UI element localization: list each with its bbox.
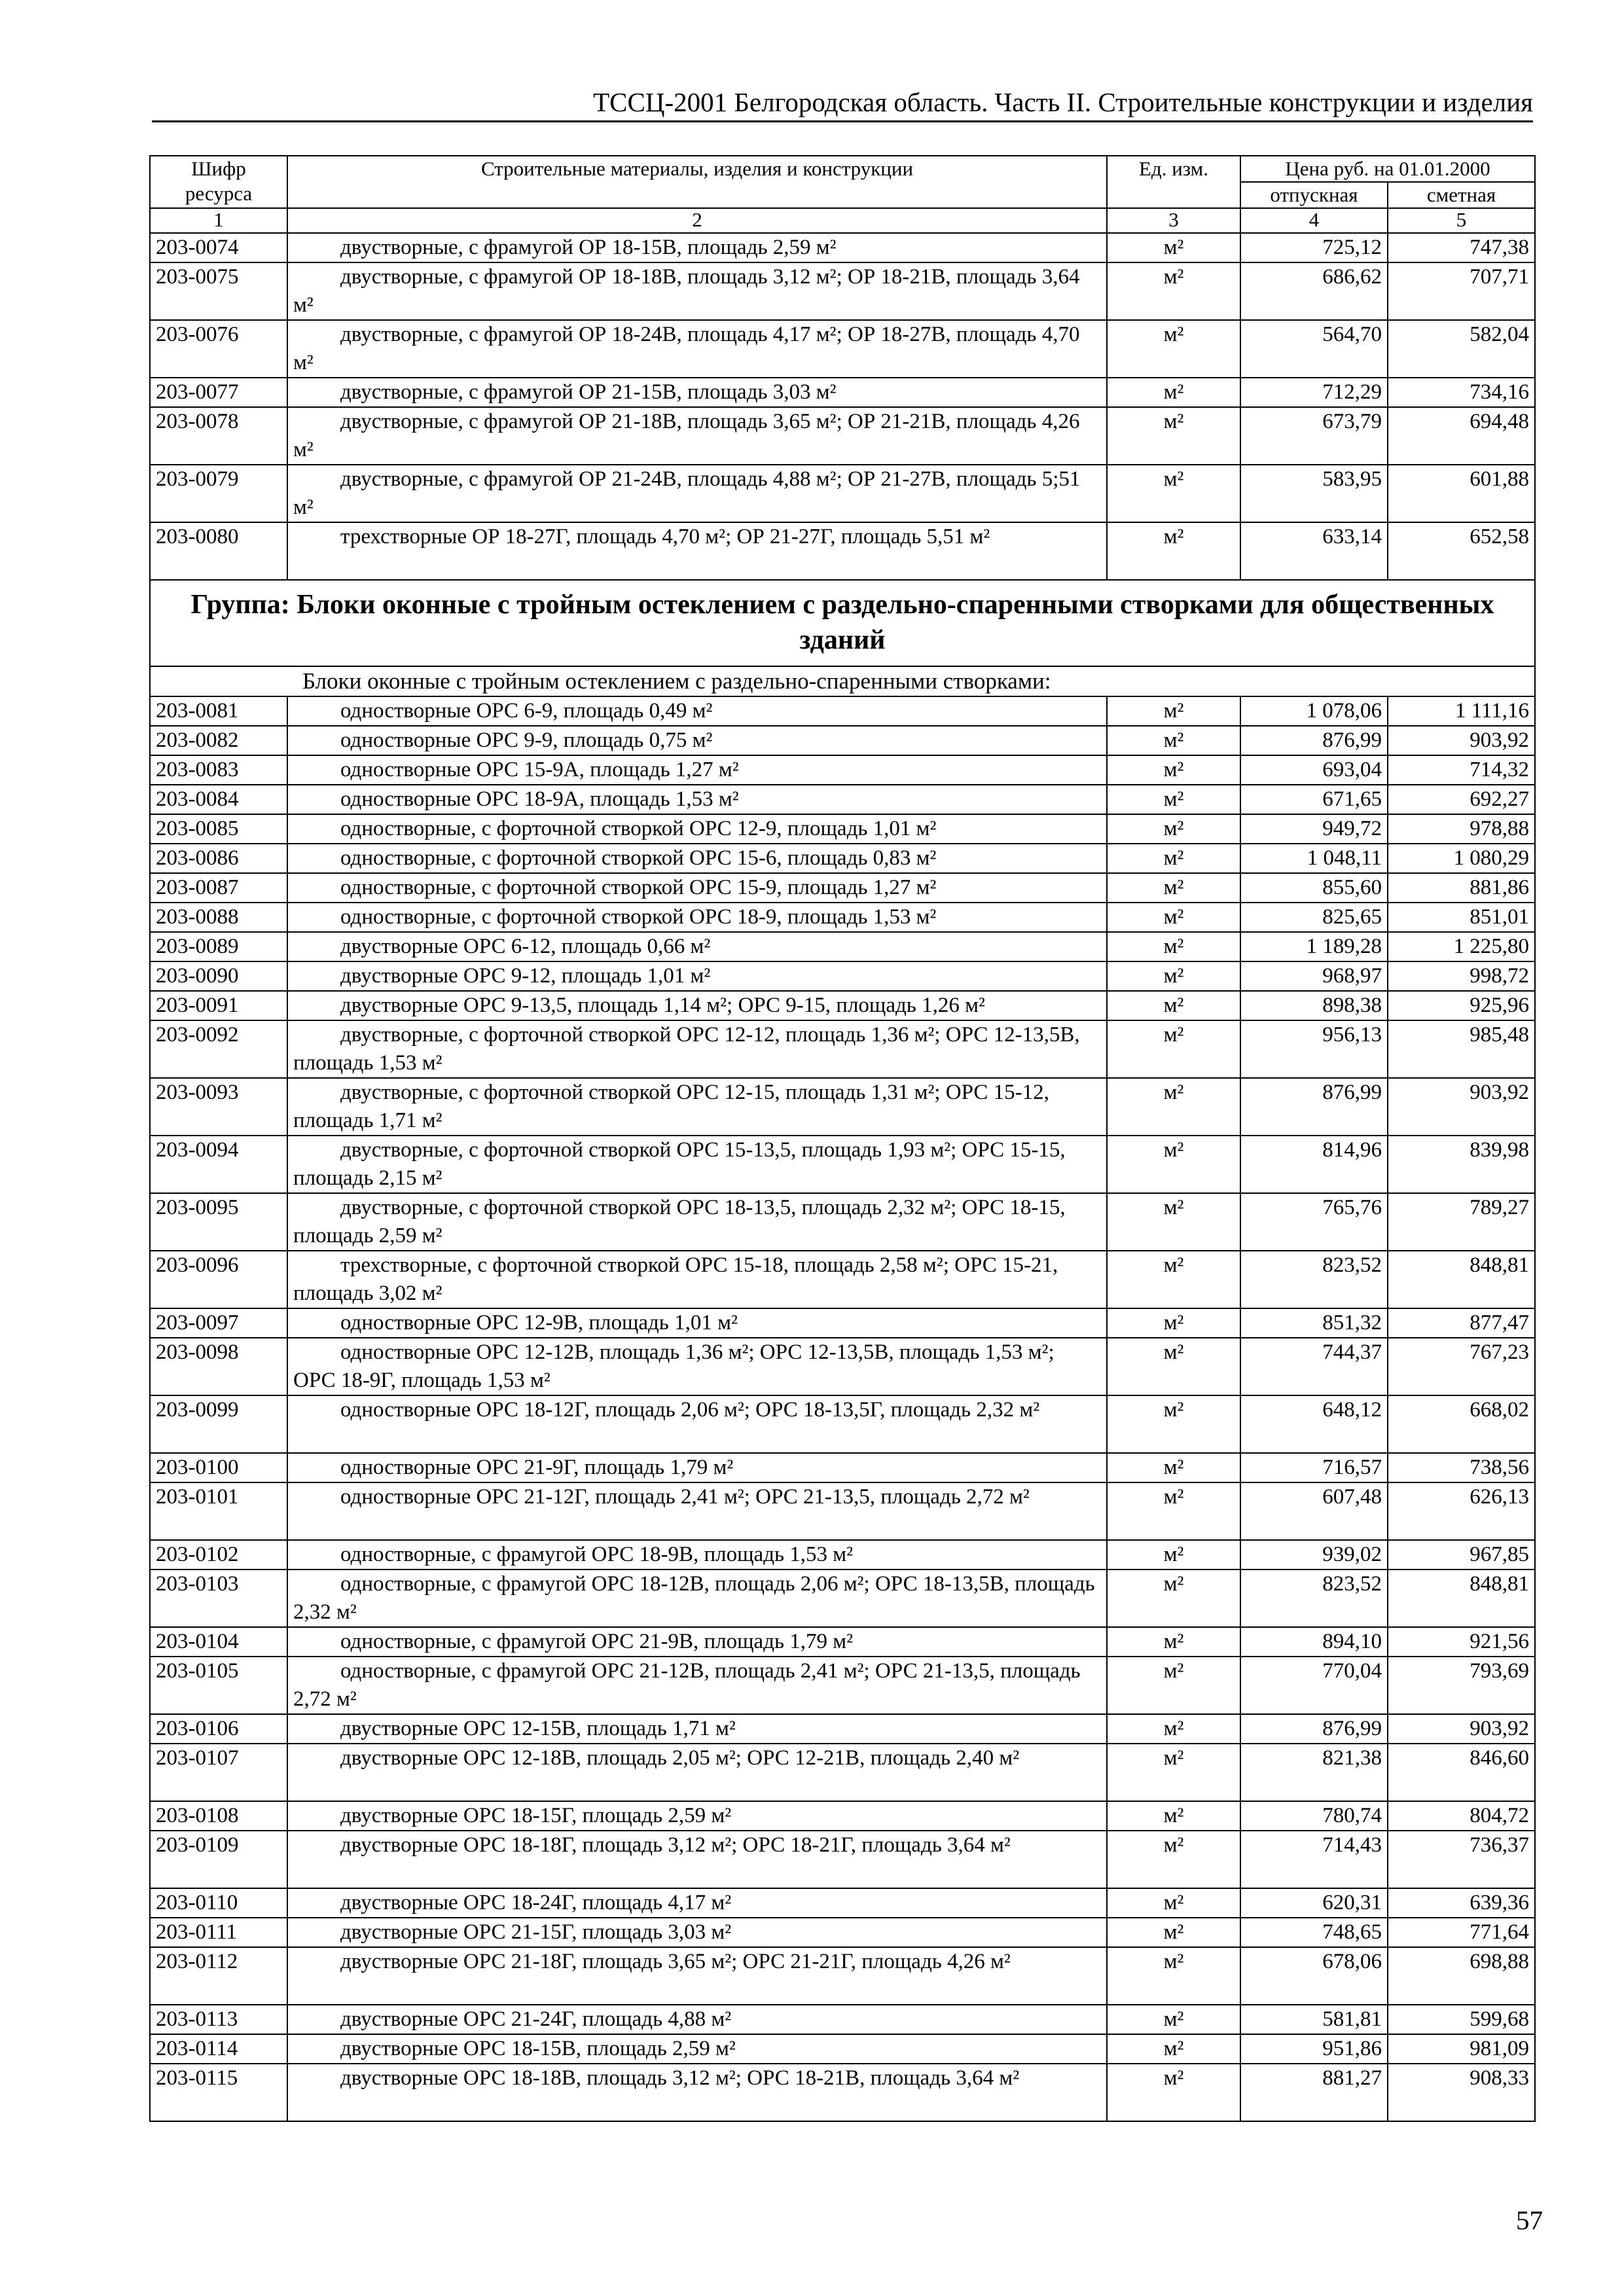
release-price: 780,74 bbox=[1240, 1801, 1388, 1831]
resource-code: 203-0092 bbox=[150, 1020, 287, 1078]
unit-of-measure: м² bbox=[1107, 378, 1240, 407]
unit-of-measure: м² bbox=[1107, 1395, 1240, 1453]
estimate-price: 736,37 bbox=[1388, 1831, 1535, 1888]
resource-code: 203-0099 bbox=[150, 1395, 287, 1453]
col-number: 4 bbox=[1240, 208, 1388, 233]
running-header: ТССЦ-2001 Белгородская область. Часть II. Строительные конструкции и изделия bbox=[152, 86, 1533, 122]
resource-code: 203-0096 bbox=[150, 1251, 287, 1308]
estimate-price: 747,38 bbox=[1388, 233, 1535, 262]
resource-code: 203-0075 bbox=[150, 262, 287, 320]
resource-code: 203-0105 bbox=[150, 1657, 287, 1714]
release-price: 583,95 bbox=[1240, 465, 1388, 522]
material-description: двустворные, с фрамугой ОР 18-24В, площадь 4,17 м²; ОР 18-27В, площадь 4,70 м² bbox=[287, 320, 1107, 378]
unit-of-measure: м² bbox=[1107, 1831, 1240, 1888]
material-description: двустворные ОРС 12-18В, площадь 2,05 м²; ОРС 12-21В, площадь 2,40 м² bbox=[287, 1744, 1107, 1801]
estimate-price: 851,01 bbox=[1388, 903, 1535, 932]
release-price: 823,52 bbox=[1240, 1570, 1388, 1627]
table-row bbox=[150, 1918, 1535, 1947]
material-description: одностворные ОРС 15-9А, площадь 1,27 м² bbox=[287, 755, 1107, 785]
group-title: Группа: Блоки оконные с тройным остеклением с раздельно-спаренными створками для общественных зданий bbox=[150, 580, 1535, 666]
header-row bbox=[150, 156, 1535, 182]
estimate-price: 714,32 bbox=[1388, 755, 1535, 785]
table-row bbox=[150, 1627, 1535, 1657]
unit-of-measure: м² bbox=[1107, 991, 1240, 1020]
release-price: 851,32 bbox=[1240, 1308, 1388, 1338]
release-price: 770,04 bbox=[1240, 1657, 1388, 1714]
resource-code: 203-0091 bbox=[150, 991, 287, 1020]
estimate-price: 1 111,16 bbox=[1388, 696, 1535, 726]
unit-of-measure: м² bbox=[1107, 1308, 1240, 1338]
unit-of-measure: м² bbox=[1107, 1136, 1240, 1193]
release-price: 821,38 bbox=[1240, 1744, 1388, 1801]
resource-code: 203-0080 bbox=[150, 522, 287, 580]
estimate-price: 925,96 bbox=[1388, 991, 1535, 1020]
table-row bbox=[150, 961, 1535, 991]
release-price: 620,31 bbox=[1240, 1888, 1388, 1918]
estimate-price: 848,81 bbox=[1388, 1570, 1535, 1627]
estimate-price: 1 080,29 bbox=[1388, 844, 1535, 873]
resource-code: 203-0090 bbox=[150, 961, 287, 991]
material-description: одностворные, с фрамугой ОРС 21-12В, площадь 2,41 м²; ОРС 21-13,5, площадь 2,72 м² bbox=[287, 1657, 1107, 1714]
estimate-price: 771,64 bbox=[1388, 1918, 1535, 1947]
estimate-price: 1 225,80 bbox=[1388, 932, 1535, 961]
estimate-price: 707,71 bbox=[1388, 262, 1535, 320]
resource-code: 203-0083 bbox=[150, 755, 287, 785]
material-description: одностворные, с форточной створкой ОРС 12-9, площадь 1,01 м² bbox=[287, 814, 1107, 844]
release-price: 876,99 bbox=[1240, 1078, 1388, 1136]
material-description: одностворные, с фрамугой ОРС 18-9В, площадь 1,53 м² bbox=[287, 1540, 1107, 1570]
estimate-price: 881,86 bbox=[1388, 873, 1535, 903]
unit-of-measure: м² bbox=[1107, 1540, 1240, 1570]
unit-of-measure: м² bbox=[1107, 1888, 1240, 1918]
release-price: 814,96 bbox=[1240, 1136, 1388, 1193]
unit-of-measure: м² bbox=[1107, 2064, 1240, 2121]
release-price: 716,57 bbox=[1240, 1453, 1388, 1482]
estimate-price: 694,48 bbox=[1388, 407, 1535, 465]
release-price: 876,99 bbox=[1240, 726, 1388, 755]
table-row bbox=[150, 903, 1535, 932]
table-row bbox=[150, 1540, 1535, 1570]
material-description: трехстворные, с форточной створкой ОРС 15-18, площадь 2,58 м²; ОРС 15-21, площадь 3,02 м² bbox=[287, 1251, 1107, 1308]
unit-of-measure: м² bbox=[1107, 2005, 1240, 2034]
unit-of-measure: м² bbox=[1107, 1338, 1240, 1395]
col-number: 1 bbox=[150, 208, 287, 233]
material-description: двустворные ОРС 21-15Г, площадь 3,03 м² bbox=[287, 1918, 1107, 1947]
unit-of-measure: м² bbox=[1107, 755, 1240, 785]
table-row bbox=[150, 320, 1535, 378]
unit-of-measure: м² bbox=[1107, 785, 1240, 814]
resource-code: 203-0104 bbox=[150, 1627, 287, 1657]
unit-of-measure: м² bbox=[1107, 2034, 1240, 2064]
material-description: одностворные ОРС 12-12В, площадь 1,36 м²; ОРС 12-13,5В, площадь 1,53 м²; ОРС 18-9Г, площадь 1,53 м² bbox=[287, 1338, 1107, 1395]
estimate-price: 599,68 bbox=[1388, 2005, 1535, 2034]
resource-code: 203-0094 bbox=[150, 1136, 287, 1193]
table-row bbox=[150, 1338, 1535, 1395]
estimate-price: 652,58 bbox=[1388, 522, 1535, 580]
resource-code: 203-0097 bbox=[150, 1308, 287, 1338]
table-row bbox=[150, 522, 1535, 580]
table-row bbox=[150, 1193, 1535, 1251]
material-description: одностворные ОРС 18-12Г, площадь 2,06 м²; ОРС 18-13,5Г, площадь 2,32 м² bbox=[287, 1395, 1107, 1453]
material-description: двустворные ОРС 12-15В, площадь 1,71 м² bbox=[287, 1714, 1107, 1744]
table-row bbox=[150, 991, 1535, 1020]
table-row bbox=[150, 1570, 1535, 1627]
release-price: 748,65 bbox=[1240, 1918, 1388, 1947]
estimate-price: 903,92 bbox=[1388, 1078, 1535, 1136]
resource-code: 203-0108 bbox=[150, 1801, 287, 1831]
table-row bbox=[150, 873, 1535, 903]
estimate-price: 668,02 bbox=[1388, 1395, 1535, 1453]
col-header-name: Строительные материалы, изделия и конструкции bbox=[287, 156, 1107, 208]
table-row bbox=[150, 844, 1535, 873]
unit-of-measure: м² bbox=[1107, 873, 1240, 903]
material-description: одностворные ОРС 12-9В, площадь 1,01 м² bbox=[287, 1308, 1107, 1338]
release-price: 1 078,06 bbox=[1240, 696, 1388, 726]
release-price: 765,76 bbox=[1240, 1193, 1388, 1251]
release-price: 1 189,28 bbox=[1240, 932, 1388, 961]
unit-of-measure: м² bbox=[1107, 1251, 1240, 1308]
unit-of-measure: м² bbox=[1107, 814, 1240, 844]
col-header-release: отпускная bbox=[1240, 182, 1388, 208]
subheading-row bbox=[150, 666, 1535, 696]
material-description: двустворные ОРС 21-18Г, площадь 3,65 м²; ОРС 21-21Г, площадь 4,26 м² bbox=[287, 1947, 1107, 2005]
release-price: 881,27 bbox=[1240, 2064, 1388, 2121]
col-header-unit: Ед. изм. bbox=[1107, 156, 1240, 208]
resource-code: 203-0074 bbox=[150, 233, 287, 262]
estimate-price: 582,04 bbox=[1388, 320, 1535, 378]
resource-code: 203-0112 bbox=[150, 1947, 287, 2005]
resource-code: 203-0088 bbox=[150, 903, 287, 932]
material-description: двустворные, с форточной створкой ОРС 12-15, площадь 1,31 м²; ОРС 15-12, площадь 1,71 м² bbox=[287, 1078, 1107, 1136]
material-description: двустворные ОРС 21-24Г, площадь 4,88 м² bbox=[287, 2005, 1107, 2034]
unit-of-measure: м² bbox=[1107, 233, 1240, 262]
resource-code: 203-0106 bbox=[150, 1714, 287, 1744]
material-description: двустворные ОРС 6-12, площадь 0,66 м² bbox=[287, 932, 1107, 961]
material-description: двустворные ОРС 9-13,5, площадь 1,14 м²; ОРС 9-15, площадь 1,26 м² bbox=[287, 991, 1107, 1020]
release-price: 712,29 bbox=[1240, 378, 1388, 407]
material-description: двустворные, с форточной створкой ОРС 15-13,5, площадь 1,93 м²; ОРС 15-15, площадь 2,15 м² bbox=[287, 1136, 1107, 1193]
resource-code: 203-0089 bbox=[150, 932, 287, 961]
release-price: 744,37 bbox=[1240, 1338, 1388, 1395]
unit-of-measure: м² bbox=[1107, 1714, 1240, 1744]
table-row bbox=[150, 1078, 1535, 1136]
release-price: 968,97 bbox=[1240, 961, 1388, 991]
material-description: одностворные ОРС 21-9Г, площадь 1,79 м² bbox=[287, 1453, 1107, 1482]
estimate-price: 789,27 bbox=[1388, 1193, 1535, 1251]
material-description: двустворные ОРС 18-15В, площадь 2,59 м² bbox=[287, 2034, 1107, 2064]
group-row bbox=[150, 580, 1535, 666]
col-header-estimate: сметная bbox=[1388, 182, 1535, 208]
release-price: 678,06 bbox=[1240, 1947, 1388, 2005]
material-description: двустворные ОРС 18-24Г, площадь 4,17 м² bbox=[287, 1888, 1107, 1918]
resource-code: 203-0093 bbox=[150, 1078, 287, 1136]
unit-of-measure: м² bbox=[1107, 844, 1240, 873]
resource-code: 203-0087 bbox=[150, 873, 287, 903]
resource-code: 203-0109 bbox=[150, 1831, 287, 1888]
table-row bbox=[150, 1888, 1535, 1918]
resource-code: 203-0113 bbox=[150, 2005, 287, 2034]
estimate-price: 698,88 bbox=[1388, 1947, 1535, 2005]
unit-of-measure: м² bbox=[1107, 961, 1240, 991]
release-price: 956,13 bbox=[1240, 1020, 1388, 1078]
table-row bbox=[150, 785, 1535, 814]
resource-code: 203-0077 bbox=[150, 378, 287, 407]
unit-of-measure: м² bbox=[1107, 726, 1240, 755]
resource-code: 203-0076 bbox=[150, 320, 287, 378]
page-number: 57 bbox=[1516, 2205, 1543, 2235]
material-description: двустворные, с форточной створкой ОРС 12-12, площадь 1,36 м²; ОРС 12-13,5В, площадь 1,53 м² bbox=[287, 1020, 1107, 1078]
col-header-code: Шифр ресурса bbox=[150, 156, 287, 208]
material-description: двустворные, с фрамугой ОР 21-24В, площадь 4,88 м²; ОР 21-27В, площадь 5;51 м² bbox=[287, 465, 1107, 522]
unit-of-measure: м² bbox=[1107, 1020, 1240, 1078]
material-description: двустворные ОРС 18-18Г, площадь 3,12 м²; ОРС 18-21Г, площадь 3,64 м² bbox=[287, 1831, 1107, 1888]
release-price: 825,65 bbox=[1240, 903, 1388, 932]
release-price: 949,72 bbox=[1240, 814, 1388, 844]
material-description: двустворные, с форточной створкой ОРС 18-13,5, площадь 2,32 м²; ОРС 18-15, площадь 2,59 м² bbox=[287, 1193, 1107, 1251]
material-description: одностворные, с фрамугой ОРС 21-9В, площадь 1,79 м² bbox=[287, 1627, 1107, 1657]
unit-of-measure: м² bbox=[1107, 696, 1240, 726]
table-row bbox=[150, 2005, 1535, 2034]
estimate-price: 839,98 bbox=[1388, 1136, 1535, 1193]
table-row bbox=[150, 932, 1535, 961]
resource-code: 203-0081 bbox=[150, 696, 287, 726]
col-header-price: Цена руб. на 01.01.2000 bbox=[1240, 156, 1535, 182]
unit-of-measure: м² bbox=[1107, 1193, 1240, 1251]
resource-code: 203-0101 bbox=[150, 1482, 287, 1540]
release-price: 581,81 bbox=[1240, 2005, 1388, 2034]
estimate-price: 738,56 bbox=[1388, 1453, 1535, 1482]
release-price: 951,86 bbox=[1240, 2034, 1388, 2064]
estimate-price: 978,88 bbox=[1388, 814, 1535, 844]
table-row bbox=[150, 1801, 1535, 1831]
release-price: 1 048,11 bbox=[1240, 844, 1388, 873]
table-row bbox=[150, 1251, 1535, 1308]
material-description: двустворные ОРС 9-12, площадь 1,01 м² bbox=[287, 961, 1107, 991]
table-row bbox=[150, 1714, 1535, 1744]
material-description: двустворные ОРС 18-18В, площадь 3,12 м²; ОРС 18-21В, площадь 3,64 м² bbox=[287, 2064, 1107, 2121]
estimate-price: 804,72 bbox=[1388, 1801, 1535, 1831]
release-price: 939,02 bbox=[1240, 1540, 1388, 1570]
price-table bbox=[149, 155, 1536, 2122]
table-row bbox=[150, 1831, 1535, 1888]
release-price: 607,48 bbox=[1240, 1482, 1388, 1540]
resource-code: 203-0098 bbox=[150, 1338, 287, 1395]
estimate-price: 846,60 bbox=[1388, 1744, 1535, 1801]
resource-code: 203-0102 bbox=[150, 1540, 287, 1570]
material-description: двустворные, с фрамугой ОР 21-18В, площадь 3,65 м²; ОР 21-21В, площадь 4,26 м² bbox=[287, 407, 1107, 465]
table-row bbox=[150, 1947, 1535, 2005]
resource-code: 203-0115 bbox=[150, 2064, 287, 2121]
unit-of-measure: м² bbox=[1107, 1744, 1240, 1801]
release-price: 671,65 bbox=[1240, 785, 1388, 814]
estimate-price: 921,56 bbox=[1388, 1627, 1535, 1657]
resource-code: 203-0103 bbox=[150, 1570, 287, 1627]
estimate-price: 967,85 bbox=[1388, 1540, 1535, 1570]
estimate-price: 908,33 bbox=[1388, 2064, 1535, 2121]
table-row bbox=[150, 726, 1535, 755]
unit-of-measure: м² bbox=[1107, 1570, 1240, 1627]
table-row bbox=[150, 2064, 1535, 2121]
estimate-price: 601,88 bbox=[1388, 465, 1535, 522]
table-row bbox=[150, 1136, 1535, 1193]
table-row bbox=[150, 1744, 1535, 1801]
resource-code: 203-0082 bbox=[150, 726, 287, 755]
table-body-after bbox=[150, 696, 1535, 2121]
table-row bbox=[150, 755, 1535, 785]
unit-of-measure: м² bbox=[1107, 1627, 1240, 1657]
material-description: одностворные ОРС 6-9, площадь 0,49 м² bbox=[287, 696, 1107, 726]
release-price: 633,14 bbox=[1240, 522, 1388, 580]
release-price: 725,12 bbox=[1240, 233, 1388, 262]
resource-code: 203-0086 bbox=[150, 844, 287, 873]
material-description: двустворные, с фрамугой ОР 18-18В, площадь 3,12 м²; ОР 18-21В, площадь 3,64 м² bbox=[287, 262, 1107, 320]
release-price: 648,12 bbox=[1240, 1395, 1388, 1453]
table-row bbox=[150, 1395, 1535, 1453]
table-row bbox=[150, 1020, 1535, 1078]
estimate-price: 767,23 bbox=[1388, 1338, 1535, 1395]
resource-code: 203-0079 bbox=[150, 465, 287, 522]
unit-of-measure: м² bbox=[1107, 262, 1240, 320]
resource-code: 203-0078 bbox=[150, 407, 287, 465]
subheading-text: Блоки оконные с тройным остеклением с раздельно-спаренными створками: bbox=[150, 666, 1535, 696]
estimate-price: 848,81 bbox=[1388, 1251, 1535, 1308]
release-price: 673,79 bbox=[1240, 407, 1388, 465]
table-body-before bbox=[150, 233, 1535, 580]
release-price: 564,70 bbox=[1240, 320, 1388, 378]
estimate-price: 903,92 bbox=[1388, 1714, 1535, 1744]
unit-of-measure: м² bbox=[1107, 320, 1240, 378]
release-price: 686,62 bbox=[1240, 262, 1388, 320]
material-description: двустворные, с фрамугой ОР 18-15В, площадь 2,59 м² bbox=[287, 233, 1107, 262]
table-row bbox=[150, 233, 1535, 262]
release-price: 855,60 bbox=[1240, 873, 1388, 903]
unit-of-measure: м² bbox=[1107, 903, 1240, 932]
material-description: одностворные ОРС 18-9А, площадь 1,53 м² bbox=[287, 785, 1107, 814]
table-row bbox=[150, 2034, 1535, 2064]
table-row bbox=[150, 407, 1535, 465]
col-number: 5 bbox=[1388, 208, 1535, 233]
table-row bbox=[150, 465, 1535, 522]
unit-of-measure: м² bbox=[1107, 1918, 1240, 1947]
resource-code: 203-0111 bbox=[150, 1918, 287, 1947]
estimate-price: 998,72 bbox=[1388, 961, 1535, 991]
unit-of-measure: м² bbox=[1107, 932, 1240, 961]
material-description: одностворные, с форточной створкой ОРС 15-6, площадь 0,83 м² bbox=[287, 844, 1107, 873]
unit-of-measure: м² bbox=[1107, 1657, 1240, 1714]
estimate-price: 692,27 bbox=[1388, 785, 1535, 814]
estimate-price: 639,36 bbox=[1388, 1888, 1535, 1918]
material-description: одностворные, с фрамугой ОРС 18-12В, площадь 2,06 м²; ОРС 18-13,5В, площадь 2,32 м² bbox=[287, 1570, 1107, 1627]
estimate-price: 793,69 bbox=[1388, 1657, 1535, 1714]
material-description: одностворные, с форточной створкой ОРС 18-9, площадь 1,53 м² bbox=[287, 903, 1107, 932]
table-row bbox=[150, 262, 1535, 320]
material-description: одностворные ОРС 9-9, площадь 0,75 м² bbox=[287, 726, 1107, 755]
unit-of-measure: м² bbox=[1107, 522, 1240, 580]
material-description: двустворные ОРС 18-15Г, площадь 2,59 м² bbox=[287, 1801, 1107, 1831]
unit-of-measure: м² bbox=[1107, 1947, 1240, 2005]
column-numbers-row bbox=[150, 208, 1535, 233]
estimate-price: 981,09 bbox=[1388, 2034, 1535, 2064]
resource-code: 203-0085 bbox=[150, 814, 287, 844]
table-row bbox=[150, 696, 1535, 726]
col-number: 3 bbox=[1107, 208, 1240, 233]
release-price: 894,10 bbox=[1240, 1627, 1388, 1657]
release-price: 714,43 bbox=[1240, 1831, 1388, 1888]
resource-code: 203-0100 bbox=[150, 1453, 287, 1482]
material-description: одностворные ОРС 21-12Г, площадь 2,41 м²; ОРС 21-13,5, площадь 2,72 м² bbox=[287, 1482, 1107, 1540]
table-row bbox=[150, 1453, 1535, 1482]
col-number: 2 bbox=[287, 208, 1107, 233]
table-row bbox=[150, 1657, 1535, 1714]
unit-of-measure: м² bbox=[1107, 1453, 1240, 1482]
estimate-price: 877,47 bbox=[1388, 1308, 1535, 1338]
resource-code: 203-0107 bbox=[150, 1744, 287, 1801]
table-row bbox=[150, 1308, 1535, 1338]
unit-of-measure: м² bbox=[1107, 1078, 1240, 1136]
release-price: 898,38 bbox=[1240, 991, 1388, 1020]
unit-of-measure: м² bbox=[1107, 1801, 1240, 1831]
material-description: одностворные, с форточной створкой ОРС 15-9, площадь 1,27 м² bbox=[287, 873, 1107, 903]
estimate-price: 626,13 bbox=[1388, 1482, 1535, 1540]
estimate-price: 985,48 bbox=[1388, 1020, 1535, 1078]
release-price: 823,52 bbox=[1240, 1251, 1388, 1308]
table-row bbox=[150, 378, 1535, 407]
group-section bbox=[150, 580, 1535, 696]
unit-of-measure: м² bbox=[1107, 465, 1240, 522]
resource-code: 203-0095 bbox=[150, 1193, 287, 1251]
release-price: 693,04 bbox=[1240, 755, 1388, 785]
resource-code: 203-0110 bbox=[150, 1888, 287, 1918]
unit-of-measure: м² bbox=[1107, 1482, 1240, 1540]
estimate-price: 734,16 bbox=[1388, 378, 1535, 407]
resource-code: 203-0114 bbox=[150, 2034, 287, 2064]
estimate-price: 903,92 bbox=[1388, 726, 1535, 755]
resource-code: 203-0084 bbox=[150, 785, 287, 814]
table-row bbox=[150, 1482, 1535, 1540]
unit-of-measure: м² bbox=[1107, 407, 1240, 465]
release-price: 876,99 bbox=[1240, 1714, 1388, 1744]
table-row bbox=[150, 814, 1535, 844]
material-description: двустворные, с фрамугой ОР 21-15В, площадь 3,03 м² bbox=[287, 378, 1107, 407]
material-description: трехстворные ОР 18-27Г, площадь 4,70 м²; ОР 21-27Г, площадь 5,51 м² bbox=[287, 522, 1107, 580]
